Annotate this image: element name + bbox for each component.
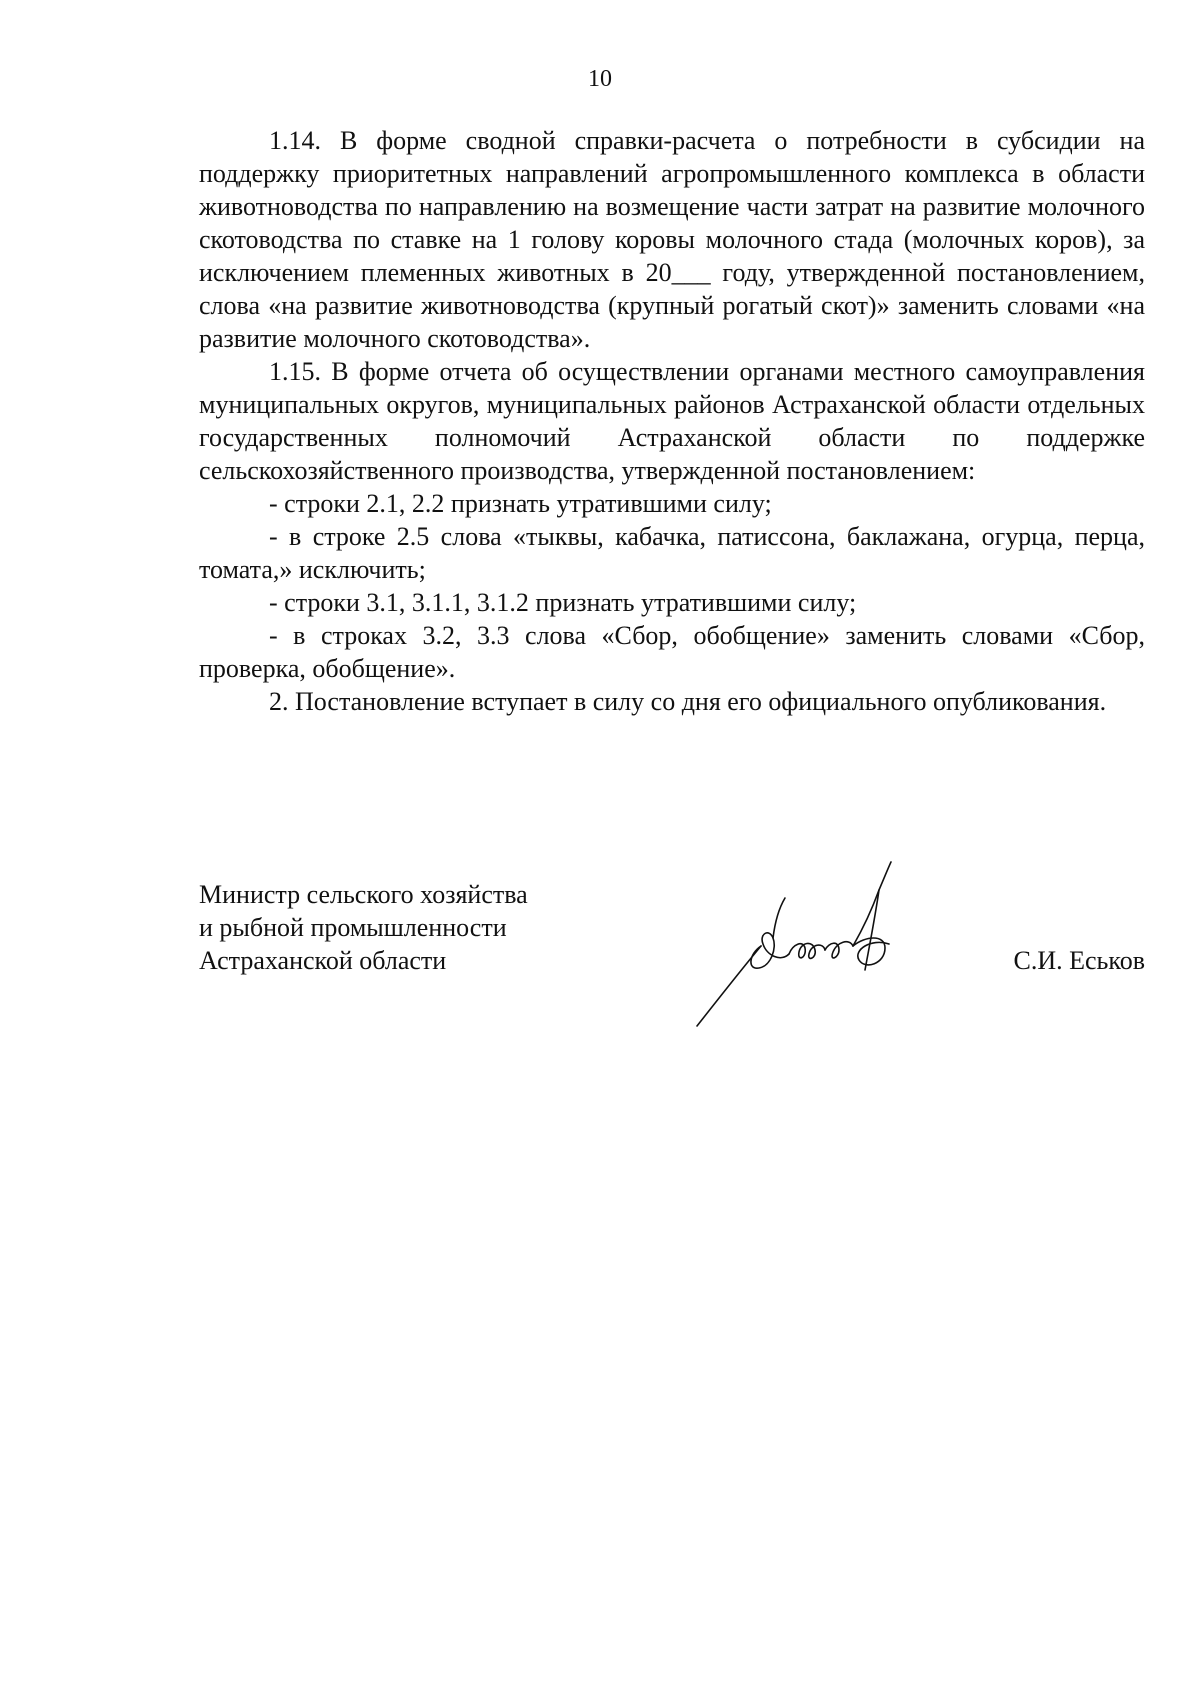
paragraph-1-15: 1.15. В форме отчета об осуществлении органами местного самоуправления муниципальных округов, муниципальных районов Астраханской области отдельных государственных полномочий Астраханской области по поддержке сельскохозяйственного производства, утвержденной постановлением: [199, 357, 1145, 485]
signer-position [199, 878, 528, 977]
signer-position-line-3: Астраханской области [199, 946, 447, 975]
signature-block [199, 878, 1145, 1028]
handwritten-signature-icon [689, 858, 939, 1028]
list-item-rows-2-1-2-2: - строки 2.1, 2.2 признать утратившими силу; [269, 489, 772, 518]
list-item-row-2-5: - в строке 2.5 слова «тыквы, кабачка, патиссона, баклажана, огурца, перца, томата,» исключить; [199, 522, 1145, 584]
signer-name: С.И. Еськов [1013, 946, 1145, 975]
paragraph-1-14: 1.14. В форме сводной справки-расчета о потребности в субсидии на поддержку приоритетных направлений агропромышленного комплекса в области животноводства по направлению на возмещение части затрат на развитие молочного скотоводства по ставке на 1 голову коровы молочного стада (молочных коров), за исключением племенных животных в 20___ году, утвержденной постановлением, слова «на развитие животноводства (крупный рогатый скот)» заменить словами «на развитие молочного скотоводства». [199, 126, 1145, 353]
paragraph-2-effective: 2. Постановление вступает в силу со дня его официального опубликования. [269, 687, 1107, 716]
signer-position-line-1: Министр сельского хозяйства [199, 880, 528, 909]
list-item-rows-3-2-3-3: - в строках 3.2, 3.3 слова «Сбор, обобщение» заменить словами «Сбор, проверка, обобщение». [199, 621, 1145, 683]
document-body [199, 124, 1145, 718]
signer-position-line-2: и рыбной промышленности [199, 913, 507, 942]
page-number: 10 [588, 66, 612, 92]
list-item-rows-3-1: - строки 3.1, 3.1.1, 3.1.2 признать утратившими силу; [269, 588, 857, 617]
